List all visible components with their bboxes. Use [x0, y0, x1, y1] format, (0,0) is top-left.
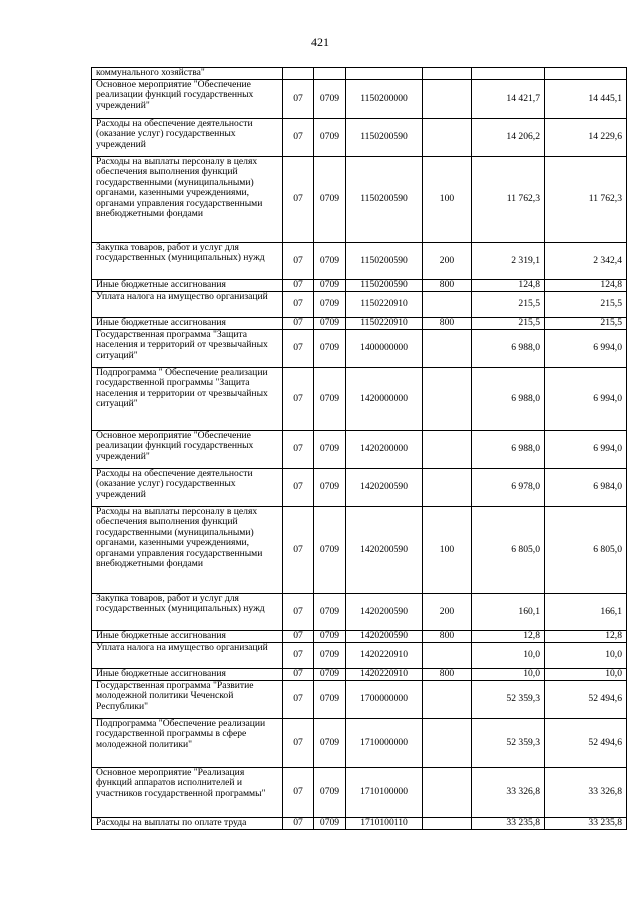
cell-target-article: 1150200590 [346, 243, 423, 280]
table-row [92, 157, 627, 243]
cell-amount-year-2: 2 342,4 [545, 243, 627, 280]
table-row [92, 330, 627, 368]
cell-name: Подпрограмма " Обеспечение реализации государственной программы "Защита населения и территории от чрезвычайных ситуаций" [92, 368, 283, 431]
cell-section: 07 [283, 280, 314, 292]
cell-expense-type [423, 68, 472, 80]
cell-section: 07 [283, 330, 314, 368]
cell-amount-year-1: 14 206,2 [472, 119, 545, 157]
cell-amount-year-2: 10,0 [545, 643, 627, 669]
cell-target-article: 1710100000 [346, 768, 423, 818]
cell-target-article: 1710000000 [346, 719, 423, 768]
cell-amount-year-2: 6 984,0 [545, 469, 627, 507]
cell-section: 07 [283, 469, 314, 507]
cell-name: Иные бюджетные ассигнования [92, 318, 283, 330]
table-row [92, 507, 627, 594]
cell-amount-year-1: 33 235,8 [472, 818, 545, 830]
cell-expense-type [423, 681, 472, 719]
cell-subsection: 0709 [314, 280, 346, 292]
cell-target-article: 1150220910 [346, 318, 423, 330]
table-row [92, 681, 627, 719]
table-row [92, 318, 627, 330]
cell-expense-type: 100 [423, 157, 472, 243]
cell-expense-type [423, 818, 472, 830]
cell-target-article: 1700000000 [346, 681, 423, 719]
table-row [92, 719, 627, 768]
cell-subsection: 0709 [314, 469, 346, 507]
cell-amount-year-1: 6 988,0 [472, 368, 545, 431]
cell-expense-type [423, 469, 472, 507]
cell-amount-year-2: 14 445,1 [545, 80, 627, 119]
cell-expense-type: 200 [423, 594, 472, 631]
cell-section: 07 [283, 157, 314, 243]
cell-amount-year-1: 160,1 [472, 594, 545, 631]
cell-amount-year-1: 2 319,1 [472, 243, 545, 280]
cell-amount-year-2: 166,1 [545, 594, 627, 631]
cell-subsection: 0709 [314, 681, 346, 719]
cell-target-article: 1150220910 [346, 292, 423, 318]
cell-expense-type [423, 330, 472, 368]
cell-name: коммунального хозяйства" [92, 68, 283, 80]
cell-target-article: 1150200590 [346, 280, 423, 292]
cell-amount-year-1: 6 988,0 [472, 330, 545, 368]
cell-target-article: 1150200000 [346, 80, 423, 119]
table-row [92, 292, 627, 318]
cell-name: Иные бюджетные ассигнования [92, 631, 283, 643]
cell-target-article: 1150200590 [346, 119, 423, 157]
table-row [92, 469, 627, 507]
cell-subsection: 0709 [314, 368, 346, 431]
cell-expense-type [423, 119, 472, 157]
cell-name: Основное мероприятие "Обеспечение реализации функций государственных учреждений" [92, 80, 283, 119]
cell-subsection: 0709 [314, 157, 346, 243]
cell-expense-type [423, 292, 472, 318]
cell-amount-year-1: 215,5 [472, 318, 545, 330]
cell-subsection: 0709 [314, 292, 346, 318]
cell-name: Расходы на обеспечение деятельности (оказание услуг) государственных учреждений [92, 469, 283, 507]
cell-amount-year-1 [472, 68, 545, 80]
table-row [92, 669, 627, 681]
cell-subsection: 0709 [314, 431, 346, 469]
cell-expense-type [423, 431, 472, 469]
cell-name: Расходы на обеспечение деятельности (оказание услуг) государственных учреждений [92, 119, 283, 157]
cell-amount-year-2: 6 805,0 [545, 507, 627, 594]
cell-amount-year-1: 6 988,0 [472, 431, 545, 469]
cell-section [283, 68, 314, 80]
cell-name: Основное мероприятие "Обеспечение реализации функций государственных учреждений" [92, 431, 283, 469]
cell-target-article: 1420000000 [346, 368, 423, 431]
cell-section: 07 [283, 719, 314, 768]
cell-subsection [314, 68, 346, 80]
cell-amount-year-2 [545, 68, 627, 80]
table-row [92, 631, 627, 643]
cell-name: Закупка товаров, работ и услуг для государственных (муниципальных) нужд [92, 243, 283, 280]
table-row [92, 280, 627, 292]
cell-expense-type [423, 80, 472, 119]
cell-amount-year-1: 52 359,3 [472, 681, 545, 719]
cell-name: Иные бюджетные ассигнования [92, 669, 283, 681]
cell-name: Уплата налога на имущество организаций [92, 643, 283, 669]
cell-subsection: 0709 [314, 643, 346, 669]
cell-amount-year-2: 11 762,3 [545, 157, 627, 243]
cell-section: 07 [283, 818, 314, 830]
cell-name: Подпрограмма "Обеспечение реализации государственной программы в сфере молодежной политики" [92, 719, 283, 768]
cell-subsection: 0709 [314, 768, 346, 818]
cell-name: Основное мероприятие "Реализация функций аппаратов исполнителей и участников государственной программы" [92, 768, 283, 818]
cell-amount-year-2: 12,8 [545, 631, 627, 643]
cell-amount-year-2: 6 994,0 [545, 368, 627, 431]
cell-amount-year-2: 52 494,6 [545, 719, 627, 768]
cell-section: 07 [283, 318, 314, 330]
cell-amount-year-2: 10,0 [545, 669, 627, 681]
cell-subsection: 0709 [314, 318, 346, 330]
cell-amount-year-2: 215,5 [545, 292, 627, 318]
cell-target-article: 1420200590 [346, 469, 423, 507]
cell-target-article: 1420200590 [346, 594, 423, 631]
cell-subsection: 0709 [314, 631, 346, 643]
cell-amount-year-1: 11 762,3 [472, 157, 545, 243]
cell-expense-type: 800 [423, 669, 472, 681]
cell-amount-year-1: 33 326,8 [472, 768, 545, 818]
cell-section: 07 [283, 119, 314, 157]
cell-amount-year-1: 14 421,7 [472, 80, 545, 119]
cell-subsection: 0709 [314, 80, 346, 119]
cell-name: Государственная программа "Защита населения и территорий от чрезвычайных ситуаций" [92, 330, 283, 368]
cell-section: 07 [283, 594, 314, 631]
cell-subsection: 0709 [314, 669, 346, 681]
table-row [92, 431, 627, 469]
table-row [92, 768, 627, 818]
cell-amount-year-1: 10,0 [472, 643, 545, 669]
cell-expense-type: 200 [423, 243, 472, 280]
cell-amount-year-2: 33 235,8 [545, 818, 627, 830]
table-row [92, 818, 627, 830]
cell-amount-year-1: 6 978,0 [472, 469, 545, 507]
cell-expense-type: 800 [423, 280, 472, 292]
cell-section: 07 [283, 368, 314, 431]
cell-amount-year-2: 6 994,0 [545, 330, 627, 368]
cell-amount-year-1: 10,0 [472, 669, 545, 681]
table-row [92, 243, 627, 280]
cell-section: 07 [283, 292, 314, 318]
cell-amount-year-1: 215,5 [472, 292, 545, 318]
cell-subsection: 0709 [314, 719, 346, 768]
cell-target-article: 1420220910 [346, 669, 423, 681]
cell-section: 07 [283, 507, 314, 594]
cell-target-article: 1420220910 [346, 643, 423, 669]
cell-name: Иные бюджетные ассигнования [92, 280, 283, 292]
cell-subsection: 0709 [314, 507, 346, 594]
cell-section: 07 [283, 80, 314, 119]
cell-name: Уплата налога на имущество организаций [92, 292, 283, 318]
cell-target-article: 1150200590 [346, 157, 423, 243]
cell-expense-type [423, 368, 472, 431]
cell-subsection: 0709 [314, 594, 346, 631]
cell-subsection: 0709 [314, 330, 346, 368]
cell-amount-year-2: 6 994,0 [545, 431, 627, 469]
table-row [92, 594, 627, 631]
cell-section: 07 [283, 243, 314, 280]
cell-subsection: 0709 [314, 818, 346, 830]
cell-target-article: 1420200000 [346, 431, 423, 469]
cell-amount-year-1: 124,8 [472, 280, 545, 292]
cell-amount-year-1: 6 805,0 [472, 507, 545, 594]
table-row [92, 368, 627, 431]
cell-name: Расходы на выплаты персоналу в целях обеспечения выполнения функций государственными (муниципальными) органами, казенными учреждениями, органами управления государственными внебюджетными фондами [92, 507, 283, 594]
cell-target-article: 1420200590 [346, 631, 423, 643]
table-row [92, 119, 627, 157]
cell-name: Расходы на выплаты по оплате труда [92, 818, 283, 830]
cell-expense-type: 100 [423, 507, 472, 594]
budget-table-body [92, 68, 627, 830]
cell-amount-year-2: 124,8 [545, 280, 627, 292]
cell-section: 07 [283, 669, 314, 681]
cell-amount-year-2: 33 326,8 [545, 768, 627, 818]
cell-section: 07 [283, 681, 314, 719]
cell-target-article: 1420200590 [346, 507, 423, 594]
cell-amount-year-1: 12,8 [472, 631, 545, 643]
page-number: 421 [311, 35, 329, 49]
cell-target-article: 1400000000 [346, 330, 423, 368]
cell-section: 07 [283, 431, 314, 469]
cell-subsection: 0709 [314, 119, 346, 157]
cell-expense-type [423, 768, 472, 818]
cell-section: 07 [283, 631, 314, 643]
cell-target-article: 1710100110 [346, 818, 423, 830]
table-row [92, 68, 627, 80]
cell-amount-year-2: 215,5 [545, 318, 627, 330]
cell-expense-type: 800 [423, 631, 472, 643]
cell-name: Расходы на выплаты персоналу в целях обеспечения выполнения функций государственными (муниципальными) органами, казенными учреждениями, органами управления государственными внебюджетными фондами [92, 157, 283, 243]
cell-subsection: 0709 [314, 243, 346, 280]
cell-section: 07 [283, 768, 314, 818]
cell-amount-year-2: 14 229,6 [545, 119, 627, 157]
cell-amount-year-1: 52 359,3 [472, 719, 545, 768]
cell-name: Государственная программа "Развитие молодежной политики Чеченской Республики" [92, 681, 283, 719]
cell-target-article [346, 68, 423, 80]
cell-expense-type [423, 719, 472, 768]
table-row [92, 643, 627, 669]
cell-amount-year-2: 52 494,6 [545, 681, 627, 719]
table-row [92, 80, 627, 119]
cell-section: 07 [283, 643, 314, 669]
cell-name: Закупка товаров, работ и услуг для государственных (муниципальных) нужд [92, 594, 283, 631]
budget-table [91, 67, 627, 830]
cell-expense-type [423, 643, 472, 669]
cell-expense-type: 800 [423, 318, 472, 330]
